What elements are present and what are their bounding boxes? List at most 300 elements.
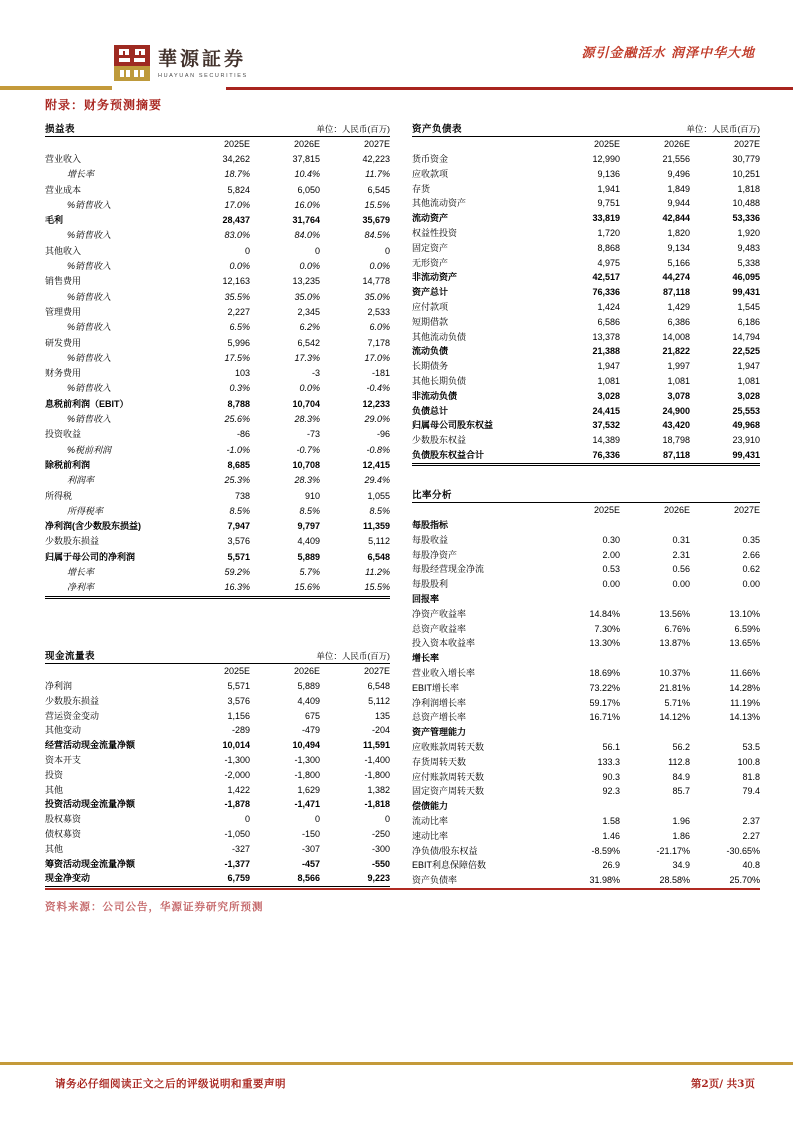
row-value: 5,996 (227, 337, 250, 348)
row-label: 流动资产 (412, 213, 449, 224)
row-value: -250 (371, 828, 390, 839)
row-label: 应付账款周转天数 (412, 771, 485, 782)
row-value: -327 (231, 843, 250, 854)
table-row (412, 196, 760, 211)
row-label: 每股经营现金净流 (412, 564, 485, 575)
row-value (690, 725, 760, 740)
footer-page-number: 第2页/ 共3页 (690, 1078, 755, 1090)
row-value: 5,571 (227, 551, 250, 562)
row-label: 其他长期负债 (412, 375, 467, 386)
row-label: 归属于母公司的净利润 (45, 551, 136, 562)
row-value: 5,166 (667, 257, 690, 268)
table-row (45, 871, 390, 886)
row-value: 5,571 (227, 681, 250, 691)
row-value: 26.9 (602, 860, 620, 871)
column-header: 2026E (663, 139, 690, 149)
row-value: 34,262 (222, 154, 250, 164)
table-row (412, 858, 760, 873)
row-value: 14,008 (662, 331, 690, 342)
table-row (412, 285, 760, 300)
row-value: 76,336 (592, 287, 620, 298)
row-label: 其他收入 (45, 245, 82, 256)
row-value: 6.59% (734, 623, 760, 634)
table-row (45, 857, 390, 872)
row-value: 35.5% (224, 291, 250, 302)
row-value: 81.8 (742, 771, 760, 782)
row-value: 18,798 (662, 435, 690, 446)
row-label: 管理费用 (45, 306, 82, 317)
row-value: 9,483 (737, 242, 760, 253)
table-row (45, 183, 390, 198)
table-row (45, 489, 390, 504)
row-value: 22,525 (732, 346, 760, 357)
row-label: 每股股利 (412, 579, 449, 590)
row-value: 6.76% (664, 623, 690, 634)
row-value: 133.3 (597, 756, 620, 767)
table-row (412, 270, 760, 285)
column-header: 2025E (223, 666, 250, 676)
row-label: 毛利 (45, 215, 64, 226)
row-value: 1,424 (597, 301, 620, 312)
row-value: 17.3% (294, 352, 320, 363)
row-value: 1,382 (367, 784, 390, 795)
row-label: 资产管理能力 (412, 727, 467, 738)
row-value: 8,788 (227, 398, 250, 409)
table-title-row (45, 648, 390, 664)
page-title: 附录：财务预测摘要 (45, 98, 163, 112)
row-label: %销售收入 (67, 199, 112, 210)
row-value: 21,822 (662, 346, 690, 357)
table-row (412, 182, 760, 197)
row-value: 5.71% (664, 697, 690, 708)
row-value: 675 (304, 710, 320, 721)
row-value: 6,759 (227, 873, 250, 884)
row-value: 4,975 (597, 257, 620, 268)
row-label: 速动比率 (412, 830, 449, 841)
row-label: 经营活动现金流量净额 (45, 740, 136, 751)
income-statement-table (45, 121, 390, 599)
row-value (550, 592, 620, 607)
row-value: -1,800 (294, 769, 320, 780)
table-row (412, 873, 760, 888)
table-row (412, 755, 760, 770)
row-label: 偿债能力 (412, 801, 449, 812)
row-label: EBIT增长率 (412, 682, 460, 693)
column-header: 2026E (663, 505, 690, 515)
row-value: 17.5% (224, 352, 250, 363)
row-label: 净利润增长率 (412, 697, 467, 708)
table-row (45, 213, 390, 228)
table-row (45, 366, 390, 381)
row-value: 0.0% (299, 261, 320, 272)
row-value: 8.5% (299, 505, 320, 516)
column-header: 2027E (363, 666, 390, 676)
row-value: 6,586 (597, 316, 620, 327)
table-row (45, 738, 390, 753)
row-value: 0.56 (672, 564, 690, 575)
row-label: 少数股东损益 (45, 536, 100, 547)
row-value: 14.13% (729, 712, 760, 723)
row-value: -1,377 (224, 858, 250, 869)
row-value: 9,944 (667, 198, 690, 209)
row-value: 40.8 (742, 860, 760, 871)
table-title: 比率分析 (412, 490, 453, 501)
row-label: 总资产收益率 (412, 623, 467, 634)
table-row (412, 562, 760, 577)
row-value: 84.5% (364, 230, 390, 241)
column-header: 2027E (733, 139, 760, 149)
row-value: 13.56% (659, 608, 690, 619)
row-label: 少数股东权益 (412, 435, 467, 446)
row-label: 息税前利润（EBIT） (45, 398, 129, 409)
row-value: 738 (234, 490, 250, 501)
table-column-headers (412, 137, 760, 152)
table-row (45, 753, 390, 768)
row-label: 现金净变动 (45, 873, 91, 884)
table-row (45, 550, 390, 565)
row-label: 长期债务 (412, 361, 449, 372)
table-row (45, 768, 390, 783)
table-row (412, 696, 760, 711)
row-value: -307 (301, 843, 320, 854)
row-value: -1,878 (224, 799, 250, 810)
row-label: 净资产收益率 (412, 608, 467, 619)
row-value: 24,900 (662, 405, 690, 416)
row-label: 利润率 (67, 475, 95, 486)
row-value (550, 518, 620, 533)
row-value: 56.2 (672, 741, 690, 752)
row-value: 14,389 (592, 435, 620, 446)
row-value: 0.53 (602, 564, 620, 575)
row-value: -204 (371, 725, 390, 736)
row-value: 2,227 (227, 306, 250, 317)
company-logo (113, 44, 248, 82)
table-row (412, 359, 760, 374)
row-value: 10,708 (292, 459, 320, 470)
table-row (45, 842, 390, 857)
table-row (412, 241, 760, 256)
row-value: -300 (371, 843, 390, 854)
row-value (550, 799, 620, 814)
row-value: 13.10% (729, 608, 760, 619)
table-row (412, 814, 760, 829)
table-row (45, 797, 390, 812)
row-value: 92.3 (602, 786, 620, 797)
row-value: 35,679 (362, 215, 390, 226)
row-value: 0 (244, 814, 250, 825)
column-header: 2025E (223, 139, 250, 149)
row-value: 0.31 (672, 534, 690, 545)
row-label: 投入资本收益率 (412, 638, 476, 649)
row-value: -457 (301, 858, 320, 869)
table-row (412, 344, 760, 359)
row-label: %销售收入 (67, 352, 112, 363)
row-label: 研发费用 (45, 337, 82, 348)
row-label: 归属母公司股东权益 (412, 420, 494, 431)
row-value: 10,014 (222, 740, 250, 751)
table-row (412, 167, 760, 182)
table-row (45, 723, 390, 738)
column-header-spacer (45, 137, 180, 152)
row-value: 14.12% (659, 712, 690, 723)
column-header: 2027E (363, 139, 390, 149)
row-value: 9,223 (367, 873, 390, 884)
row-label: 存货 (412, 183, 431, 194)
row-value: 83.0% (224, 230, 250, 241)
row-value: 4,409 (297, 536, 320, 547)
row-value: 6,548 (367, 551, 390, 562)
table-row (412, 226, 760, 241)
row-value: 8,685 (227, 459, 250, 470)
row-value: 1,941 (597, 183, 620, 194)
table-row (412, 725, 760, 740)
row-value: 12,233 (362, 398, 390, 409)
source-note: 资料来源：公司公告，华源证券研究所预测 (45, 901, 264, 913)
table-column-headers (412, 503, 760, 518)
row-value: 2.31 (672, 549, 690, 560)
row-label: 营业收入增长率 (412, 667, 476, 678)
row-value: -30.65% (726, 845, 760, 856)
table-row (412, 330, 760, 345)
row-label: 增长率 (412, 653, 440, 664)
table-row (45, 534, 390, 549)
row-label: %销售收入 (67, 230, 112, 241)
row-value: 7,178 (367, 337, 390, 348)
row-value: 0.00 (672, 579, 690, 590)
row-value: 21,388 (592, 346, 620, 357)
row-label: 其他 (45, 784, 64, 795)
huayuan-seal-icon (113, 44, 151, 82)
row-value: 6.2% (299, 322, 320, 333)
logo-company-name: 華源証券 (158, 48, 247, 70)
row-value: 4,409 (297, 695, 320, 706)
row-value: -73 (306, 429, 320, 440)
table-row (412, 592, 760, 607)
row-value: 10.37% (659, 667, 690, 678)
table-row (412, 374, 760, 389)
row-value: 42,517 (592, 272, 620, 283)
table-row (45, 290, 390, 305)
table-row (412, 681, 760, 696)
table-row (45, 694, 390, 709)
row-value: 11.66% (730, 667, 760, 678)
row-value (620, 725, 690, 740)
row-value: 2.37 (742, 815, 760, 826)
row-value: 9,134 (667, 242, 690, 253)
row-value: 1,997 (667, 361, 690, 372)
row-value: 37,815 (292, 154, 320, 164)
row-label: 筹资活动现金流量净额 (45, 858, 136, 869)
row-label: %销售收入 (67, 261, 112, 272)
row-label: 所得税率 (67, 505, 104, 516)
footer-disclaimer: 请务必仔细阅读正文之后的评级说明和重要声明 (55, 1078, 286, 1090)
table-title: 现金流量表 (45, 651, 96, 662)
row-value: 13.30% (589, 638, 620, 649)
row-value: 2,533 (367, 306, 390, 317)
row-value: -1,400 (364, 754, 390, 765)
row-value: 2.27 (742, 830, 760, 841)
row-label: 其他 (45, 843, 64, 854)
row-label: 销售费用 (45, 276, 82, 287)
column-header-spacer (45, 664, 180, 679)
row-label: 每股收益 (412, 534, 449, 545)
row-value: 79.4 (742, 786, 760, 797)
row-value: 28.3% (294, 414, 320, 425)
row-value: 1,081 (667, 375, 690, 386)
row-value: -3 (311, 368, 320, 379)
row-value: 11.19% (730, 697, 760, 708)
table-row (45, 244, 390, 259)
row-value: 0 (384, 814, 390, 825)
row-value: 0.0% (299, 383, 320, 394)
row-value: -86 (236, 429, 250, 440)
row-value: 15.5% (364, 199, 390, 210)
table-row (45, 167, 390, 182)
row-value: 16.3% (224, 582, 250, 593)
table-row (412, 152, 760, 167)
row-value: 1,081 (737, 375, 760, 386)
row-value: 28.58% (659, 875, 690, 886)
cash-flow-table (45, 648, 390, 887)
table-row (45, 473, 390, 488)
table-row (45, 259, 390, 274)
table-row (412, 651, 760, 666)
row-value: -0.4% (366, 383, 390, 394)
row-label: 净利率 (67, 582, 95, 593)
row-value: 90.3 (602, 771, 620, 782)
row-label: 非流动负债 (412, 390, 458, 401)
row-value (550, 725, 620, 740)
row-label: 回报率 (412, 593, 440, 604)
row-value: 3,028 (737, 390, 760, 401)
table-row (412, 770, 760, 785)
row-label: 股权募资 (45, 814, 82, 825)
row-label: 营业成本 (45, 184, 82, 195)
row-value: 1,818 (737, 183, 760, 194)
row-value: 1,920 (737, 227, 760, 238)
table-row (45, 565, 390, 580)
row-value: 14.28% (729, 682, 760, 693)
row-value: 1,947 (597, 361, 620, 372)
row-value: 6,050 (297, 184, 320, 195)
row-value: 0.62 (742, 564, 760, 575)
row-value: 25.6% (224, 414, 250, 425)
row-value: 6.5% (229, 322, 250, 333)
row-value: 29.0% (364, 414, 390, 425)
row-label: 其他流动资产 (412, 198, 467, 209)
row-value: 0.00 (602, 579, 620, 590)
row-value: 3,028 (597, 390, 620, 401)
row-label: 权益性投资 (412, 227, 458, 238)
row-label: 除税前利润 (45, 459, 91, 470)
row-value: 37,532 (592, 420, 620, 431)
row-value: 0.35 (742, 534, 760, 545)
row-value: 99,431 (732, 449, 760, 460)
row-value: 59.17% (589, 697, 620, 708)
row-value: 34.9 (672, 860, 690, 871)
row-label: %销售收入 (67, 291, 112, 302)
row-value: 910 (304, 490, 320, 501)
row-value: -1.0% (226, 444, 250, 455)
row-value: 15.6% (294, 582, 320, 593)
row-value: 5.7% (299, 567, 320, 578)
row-value: 17.0% (364, 352, 390, 363)
row-label: %销售收入 (67, 383, 112, 394)
row-value: 35.0% (364, 291, 390, 302)
row-value: 8,868 (597, 242, 620, 253)
table-row (45, 397, 390, 412)
table-row (412, 710, 760, 725)
row-value (690, 651, 760, 666)
row-value: 1.46 (602, 830, 620, 841)
table-row (412, 418, 760, 433)
row-value: 56.1 (602, 741, 620, 752)
row-value: 10,251 (732, 168, 760, 179)
row-value: 6,186 (737, 316, 760, 327)
row-label: 其他变动 (45, 725, 82, 736)
table-row (45, 812, 390, 827)
column-header: 2025E (593, 505, 620, 515)
row-label: 负债股东权益合计 (412, 449, 485, 460)
row-value: 2.66 (742, 549, 760, 560)
row-label: 应付款项 (412, 301, 449, 312)
row-label: EBIT利息保障倍数 (412, 860, 487, 871)
row-value: 46,095 (732, 272, 760, 283)
row-value: -289 (231, 725, 250, 736)
row-value: 31.98% (589, 875, 620, 886)
row-value: 3,078 (667, 390, 690, 401)
table-row (45, 336, 390, 351)
row-value: 6,545 (367, 184, 390, 195)
table-unit: 单位：人民币(百万) (686, 124, 760, 134)
row-value: 1.58 (602, 815, 620, 826)
row-value: 1,849 (667, 183, 690, 194)
table-row (45, 381, 390, 396)
row-label: 无形资产 (412, 257, 449, 268)
row-value: 7.30% (594, 623, 620, 634)
table-row (412, 577, 760, 592)
row-label: %销售收入 (67, 322, 112, 333)
table-row (45, 412, 390, 427)
row-value: 1,429 (667, 301, 690, 312)
row-value: 11,591 (362, 740, 390, 751)
row-value: 53.5 (742, 741, 760, 752)
row-value: 25.3% (224, 475, 250, 486)
row-value: 12,163 (222, 276, 250, 287)
row-value (690, 518, 760, 533)
row-value: -0.8% (366, 444, 390, 455)
row-value: 14,778 (362, 276, 390, 287)
table-row (45, 709, 390, 724)
row-value: 42,844 (662, 213, 690, 224)
row-value: 30,779 (732, 154, 760, 164)
row-value: 85.7 (672, 786, 690, 797)
row-value: -1,050 (224, 828, 250, 839)
row-value: 53,336 (732, 213, 760, 224)
row-value: 21,556 (662, 154, 690, 164)
table-row (45, 274, 390, 289)
row-value: 1,629 (297, 784, 320, 795)
row-value: 1,720 (597, 227, 620, 238)
row-value: 12,990 (592, 154, 620, 164)
row-label: %销售收入 (67, 414, 112, 425)
row-label: 每股指标 (412, 520, 449, 530)
row-value: 11.7% (365, 169, 390, 180)
row-value: 15.5% (364, 582, 390, 593)
row-label: %税前利润 (67, 444, 112, 455)
row-value: -0.7% (296, 444, 320, 455)
row-label: 固定资产 (412, 242, 449, 253)
